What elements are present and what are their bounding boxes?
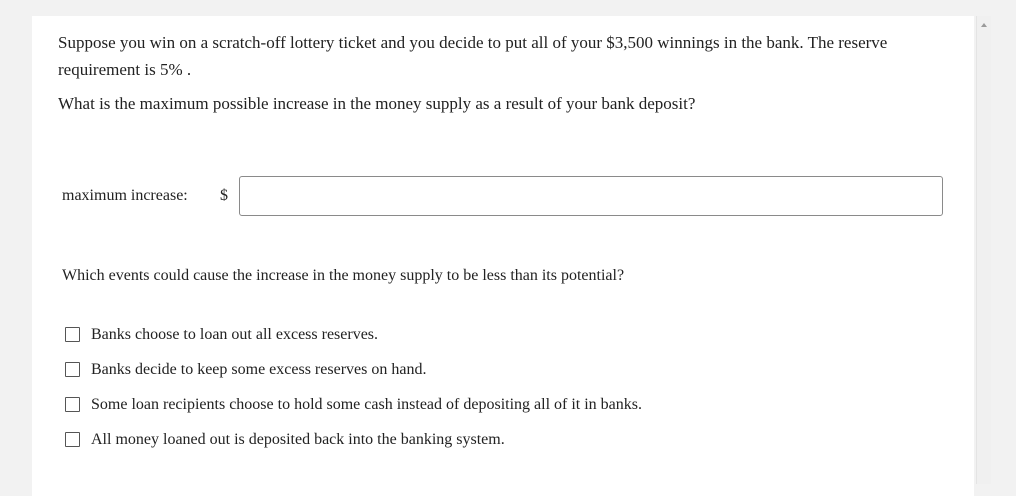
scroll-up-arrow-icon[interactable] xyxy=(977,16,991,34)
option-label[interactable]: All money loaned out is deposited back into the banking system. xyxy=(91,431,505,448)
maximum-increase-input[interactable] xyxy=(239,176,943,216)
question-prompt: What is the maximum possible increase in the money supply as a result of your bank deposit? xyxy=(58,94,696,113)
checkbox[interactable] xyxy=(65,362,80,377)
option-label[interactable]: Some loan recipients choose to hold some cash instead of depositing all of it in banks. xyxy=(91,396,643,413)
option-item[interactable] xyxy=(65,428,925,463)
checkbox[interactable] xyxy=(65,432,80,447)
question-card xyxy=(32,16,974,496)
vertical-scrollbar[interactable] xyxy=(976,16,991,484)
answer-row xyxy=(62,176,946,218)
option-item[interactable] xyxy=(65,358,925,393)
option-label[interactable]: Banks decide to keep some excess reserves on hand. xyxy=(91,361,427,378)
question-text: Suppose you win on a scratch-off lottery ticket and you decide to put all of your $3,500 winnings in the bank. The reserve requirement is 5% . xyxy=(58,33,888,79)
question2-text: Which events could cause the increase in the money supply to be less than its potential? xyxy=(62,267,625,284)
currency-symbol: $ xyxy=(220,187,228,204)
option-item[interactable] xyxy=(65,393,925,428)
option-label[interactable]: Banks choose to loan out all excess reserves. xyxy=(91,326,379,343)
answer-label: maximum increase: xyxy=(62,187,188,204)
option-item[interactable] xyxy=(65,323,925,358)
options-list xyxy=(65,323,925,463)
checkbox[interactable] xyxy=(65,397,80,412)
checkbox[interactable] xyxy=(65,327,80,342)
